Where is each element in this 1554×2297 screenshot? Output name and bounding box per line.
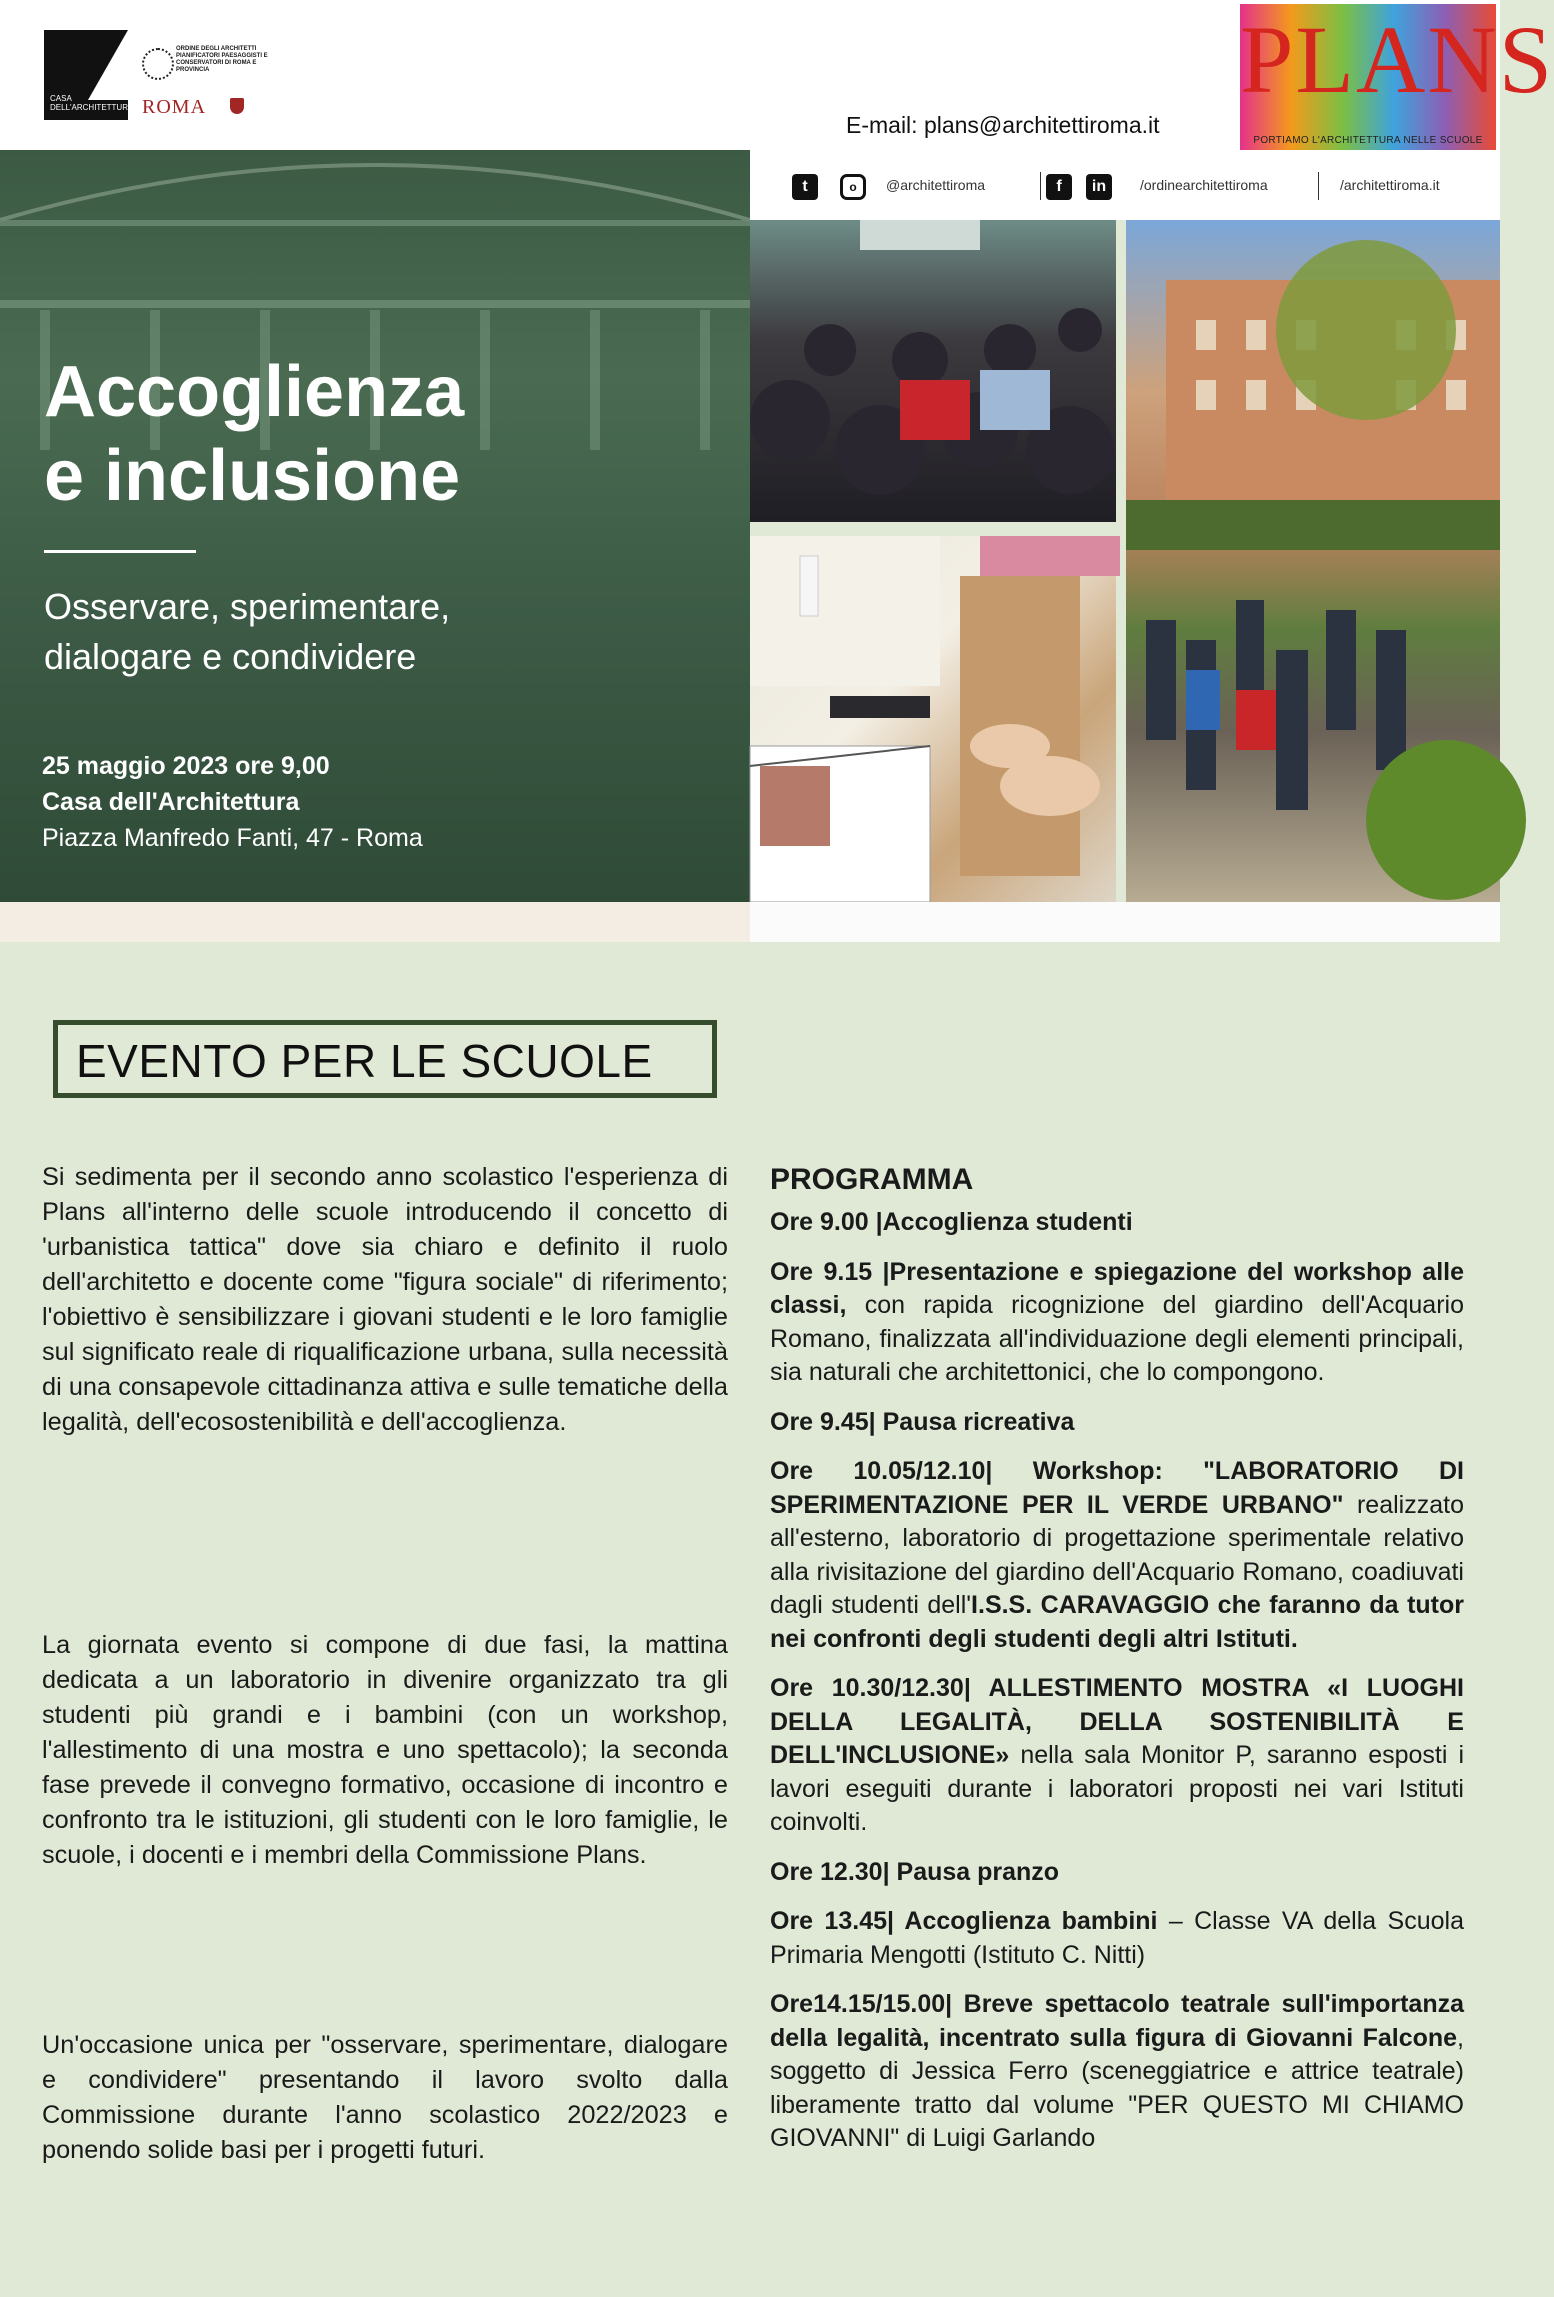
hero-subtitle-line1: Osservare, sperimentare, <box>44 586 451 627</box>
photos-bottom-strip <box>750 902 1500 942</box>
intro-paragraph-3: Un'occasione unica per "osservare, sperimentare, dialogare e condividere" presentando il lavoro svolto dalla Commissione durante l'anno scolastico 2022/2023 e ponendo solide basi per i progetti futuri. <box>42 2031 728 2164</box>
hero-divider <box>44 550 196 553</box>
casa-architettura-logo <box>44 30 134 120</box>
plans-logo <box>1240 4 1554 150</box>
programma-item-emphasis: I.S.S. CARAVAGGIO che faranno da tutor nei confronti degli studenti degli altri Istituti. <box>770 1591 1464 1653</box>
casa-logo-text: CASA DELL'ARCHITETTURA <box>50 94 134 112</box>
hero-title <box>44 350 664 518</box>
programma-item <box>770 1455 1464 1656</box>
photo-workshop-table <box>750 536 1116 902</box>
programma-item-time: Ore14.15/15.00| Breve spettacolo teatrale sull'importanza della legalità, incentrato sulla figura di Giovanni Falcone <box>770 1990 1464 2052</box>
page-header <box>0 0 1554 150</box>
programma-item <box>770 1856 1464 1890</box>
programma-section <box>770 1160 1464 2172</box>
contact-email[interactable]: E-mail: plans@architettiroma.it <box>846 112 1160 138</box>
photo-garden-graphic <box>1126 220 1500 902</box>
programma-item-text: – Classe VA della Scuola Primaria Mengotti (Istituto C. Nitti) <box>770 1907 1464 1969</box>
programma-item-time: Ore 10.05/12.10| Workshop: "LABORATORIO DI SPERIMENTAZIONE PER IL VERDE URBANO" <box>770 1457 1464 1519</box>
ordine-seal-icon <box>142 48 174 80</box>
roma-shield-icon <box>230 98 244 114</box>
programma-item-time: Ore 9.15 |Presentazione e spiegazione del workshop alle classi, <box>770 1257 1464 1319</box>
hero-subtitle-line2: dialogare e condividere <box>44 636 417 677</box>
programma-item-text: con rapida ricognizione del giardino dell'Acquario Romano, finalizzata all'individuazione degli elementi principali, sia naturali che architettonici, che lo compongono. <box>770 1291 1464 1386</box>
programma-item <box>770 1988 1464 2156</box>
programma-item <box>770 1206 1464 1240</box>
programma-item <box>770 1905 1464 1972</box>
photo-students-auditorium <box>750 220 1116 522</box>
ordine-architetti-logo <box>140 44 288 128</box>
instagram-handle[interactable]: @architettiroma <box>886 177 986 193</box>
photo-garden-students <box>1126 220 1500 902</box>
roma-label: ROMA <box>142 96 207 118</box>
social-bar <box>750 150 1500 220</box>
plans-logo-word: PLANS <box>1240 6 1554 113</box>
social-separator <box>1040 172 1041 200</box>
programma-item-time: Ore 10.30/12.30| ALLESTIMENTO MOSTRA «I LUOGHI DELLA LEGALITÀ, DELLA SOSTENIBILITÀ E DELL'INCLUSIONE» <box>770 1674 1464 1769</box>
event-title-box <box>53 1020 717 1098</box>
photo-workshop-graphic <box>750 536 1116 902</box>
event-place: Casa dell'Architettura <box>42 788 300 816</box>
hero-bottom-strip <box>0 902 750 942</box>
programma-item-time: Ore 9.00 |Accoglienza studenti <box>770 1208 1133 1236</box>
programma-item-time: Ore 12.30| Pausa pranzo <box>770 1857 1060 1886</box>
plans-logo-tagline: PORTIAMO L'ARCHITETTURA NELLE SCUOLE <box>1253 135 1483 146</box>
social-separator <box>1318 172 1319 200</box>
twitter-icon[interactable]: t <box>792 174 818 200</box>
programma-item <box>770 1672 1464 1840</box>
programma-item-text: realizzato all'esterno, laboratorio di progettazione sperimentale relativo alla rivisitazione del giardino dell'Acquario Romano, coadiuvati dagli studenti dell' <box>770 1490 1464 1619</box>
hero-banner <box>0 150 750 902</box>
intro-paragraph-2: La giornata evento si compone di due fasi, la mattina dedicata a un laboratorio in divenire organizzato tra gli studenti più grandi e i bambini (con un workshop, l'allestimento di una mostra e uno spettacolo); la seconda fase prevede il convegno formativo, occasione di incontro e confronto tra le istituzioni, gli studenti con le loro famiglie, le scuole, i docenti e i membri della Commissione Plans. <box>42 1631 728 1869</box>
photo-auditorium-graphic <box>750 220 1116 522</box>
programma-item <box>770 1256 1464 1390</box>
event-date: 25 maggio 2023 ore 9,00 <box>42 752 330 780</box>
programma-item-text: nella sala Monitor P, saranno esposti i lavori eseguiti durante i laboratori proposti nei vari Istituti coinvolti. <box>770 1741 1464 1836</box>
ordine-text: ORDINE DEGLI ARCHITETTI PIANIFICATORI PAESAGGISTI E CONSERVATORI DI ROMA E PROVINCIA <box>176 46 268 73</box>
programma-item-time: Ore 9.45| Pausa ricreativa <box>770 1407 1075 1436</box>
hero-title-line1: Accoglienza <box>44 352 465 432</box>
hero-subtitle <box>44 582 664 682</box>
event-title: EVENTO PER LE SCUOLE <box>76 1035 653 1087</box>
instagram-icon[interactable]: o <box>840 174 866 200</box>
web-handle[interactable]: /architettiroma.it <box>1340 177 1440 193</box>
programma-item-text: , soggetto di Jessica Ferro (sceneggiatrice e attrice teatrale) liberamente tratto dal volume "PER QUESTO MI CHIAMO GIOVANNI" di Luigi Garlando <box>770 2023 1464 2152</box>
facebook-icon[interactable]: f <box>1046 174 1072 200</box>
logo-triangle-icon <box>88 30 128 100</box>
programma-title: PROGRAMMA <box>770 1163 974 1196</box>
programma-item <box>770 1406 1464 1440</box>
event-address: Piazza Manfredo Fanti, 47 - Roma <box>42 824 423 852</box>
intro-paragraph-1: Si sedimenta per il secondo anno scolastico l'esperienza di Plans all'interno delle scuole introducendo il concetto di 'urbanistica tattica" dove sia chiaro e definito il ruolo dell'architetto e docente come "figura sociale" di riferimento; l'obiettivo è sensibilizzare i giovani studenti e le loro famiglie sul significato reale di riqualificazione urbana, sulla necessità di una consapevole cittadinanza attiva e sulle tematiche della legalità, dell'ecosostenibilità e dell'accoglienza. <box>42 1163 728 1436</box>
linkedin-icon[interactable]: in <box>1086 174 1112 200</box>
programma-item-time: Ore 13.45| Accoglienza bambini <box>770 1907 1158 1935</box>
linkedin-handle[interactable]: /ordinearchitettiroma <box>1140 177 1268 193</box>
hero-title-line2: e inclusione <box>44 436 461 516</box>
